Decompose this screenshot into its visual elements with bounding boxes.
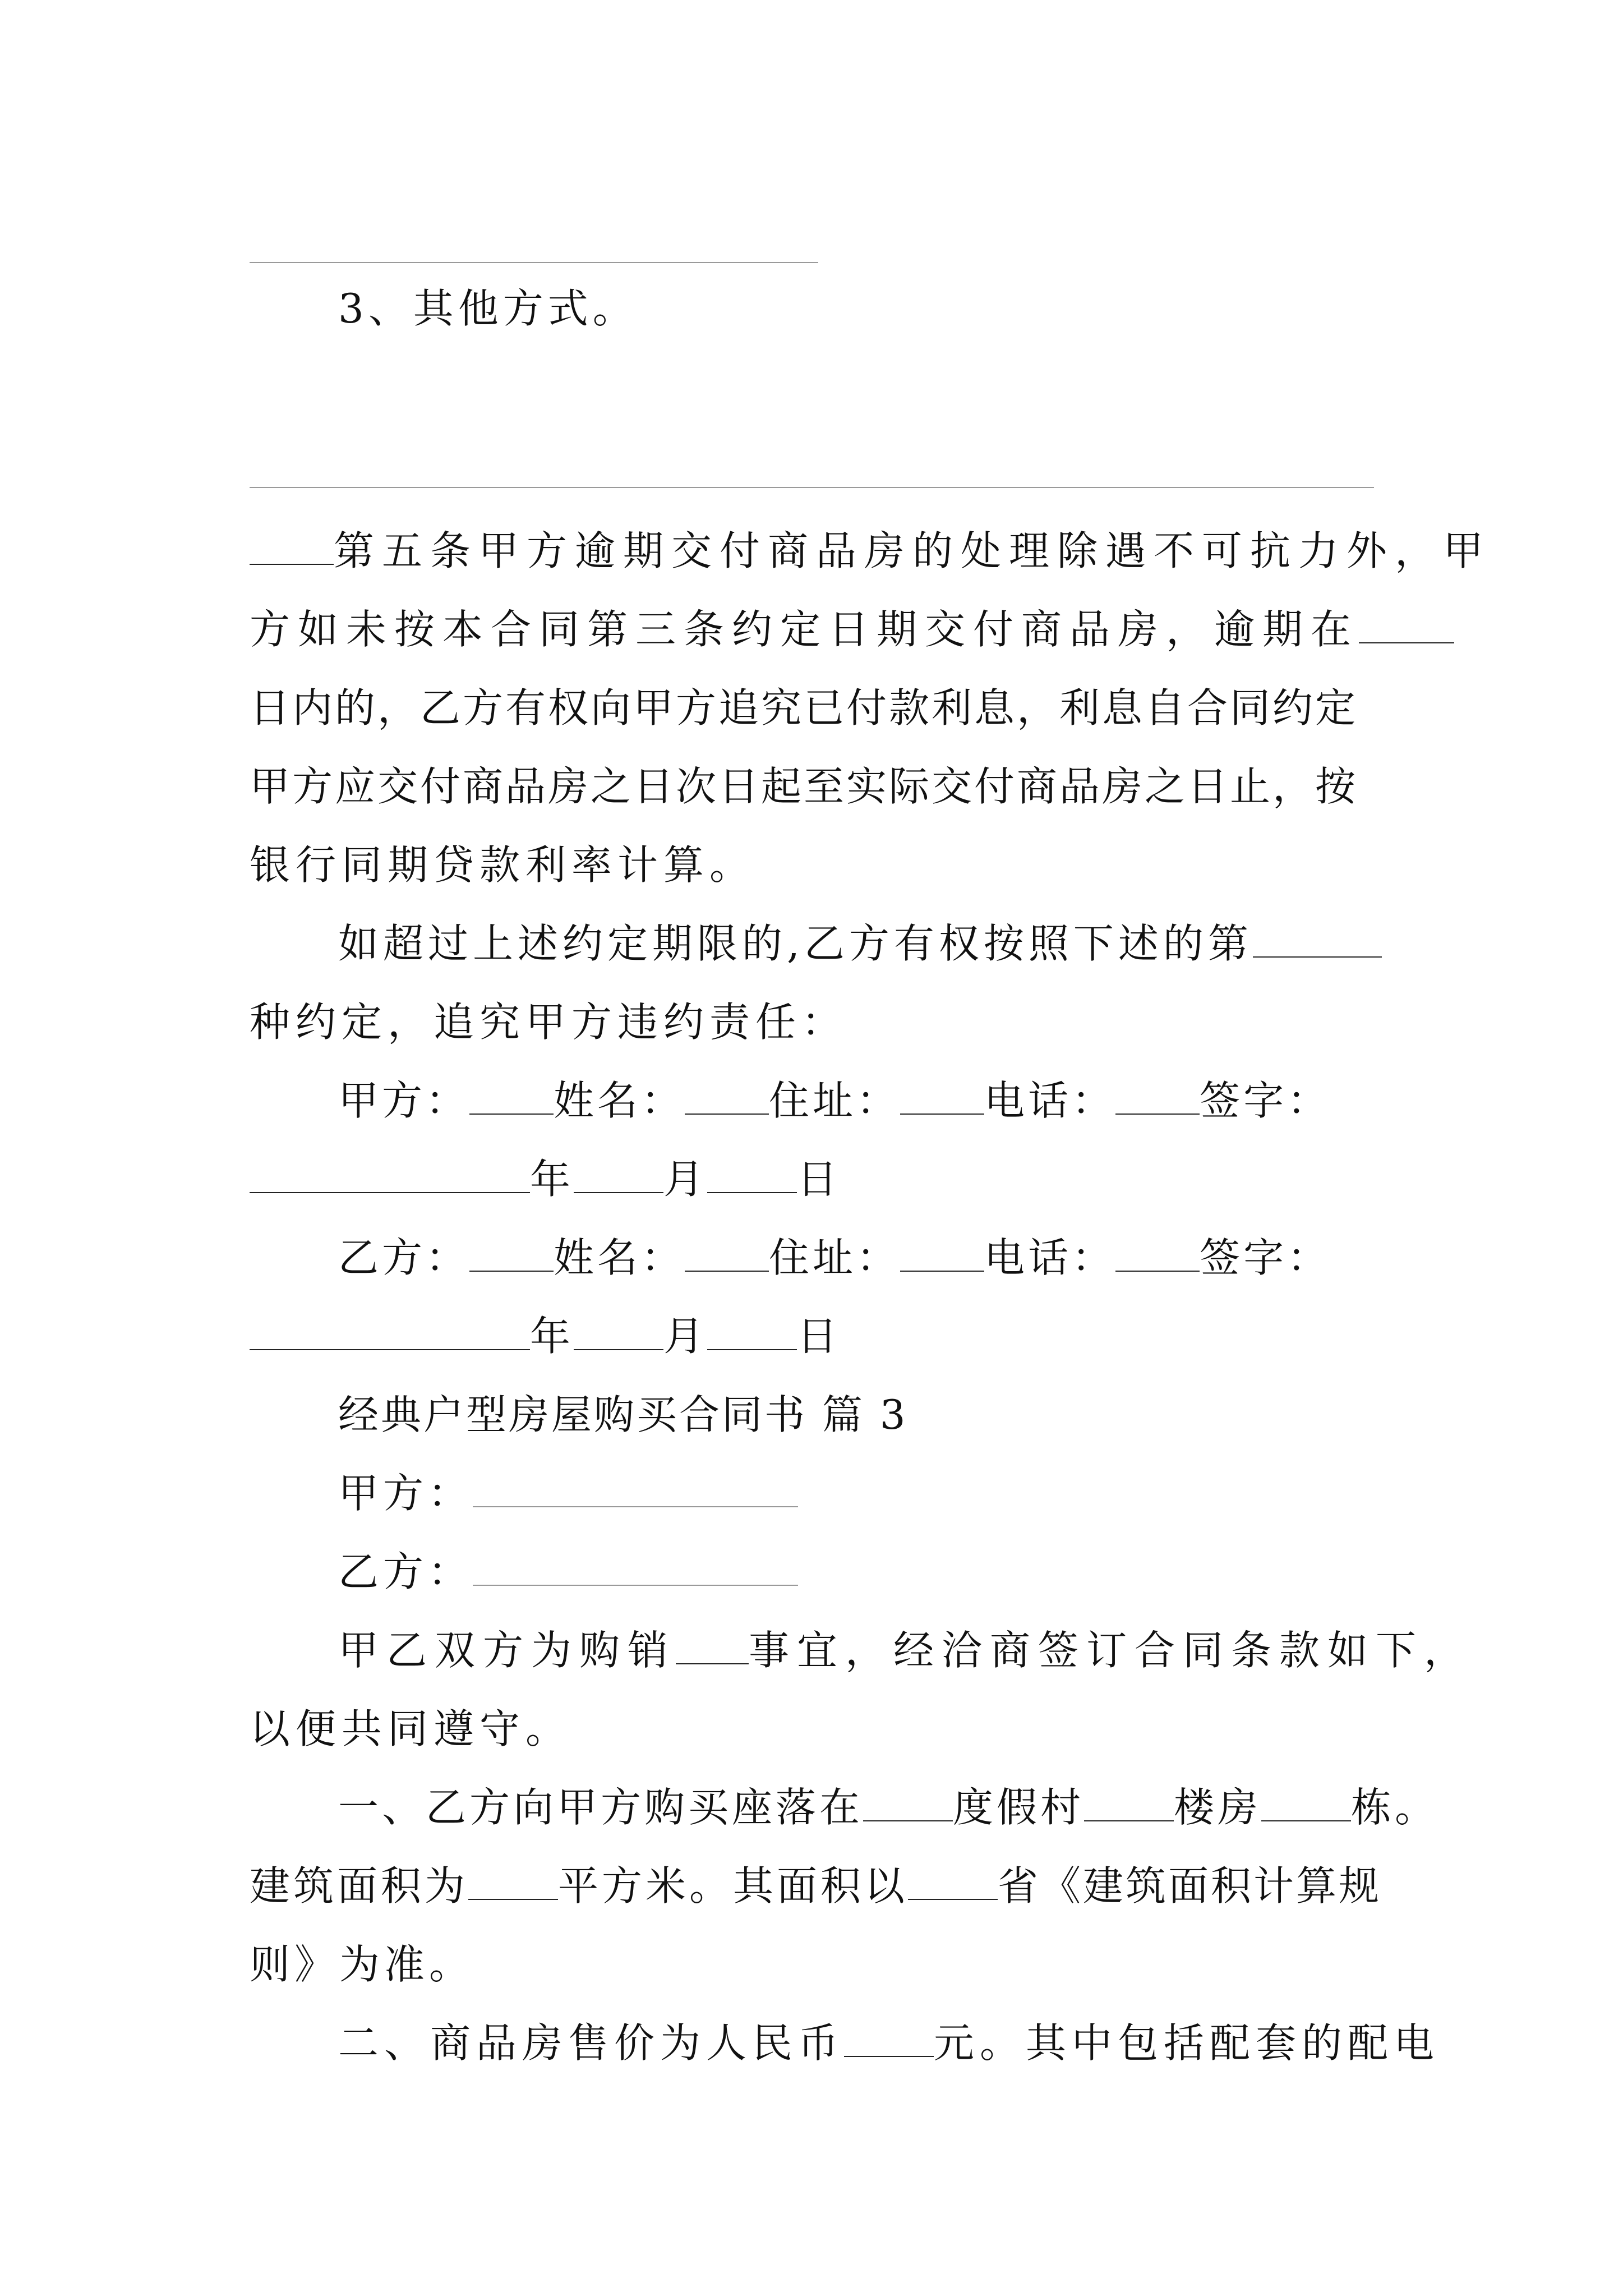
section-heading [250,1388,1389,1442]
party-b-date-row [250,1309,1389,1363]
heading-contract-part-3: 经典户型房屋购买合同书 篇 3 [338,1391,908,1438]
article-1-text: 省《建筑面积计算规 [998,1862,1382,1910]
fill-blank-party-b[interactable] [473,1545,798,1586]
fill-blank[interactable] [1261,1781,1351,1821]
paragraph-line [250,524,1492,578]
article-1-text: 楼房 [1174,1784,1262,1831]
clause-5-text: 方如未按本合同第三条约定日期交付商品房，逾期在 [250,606,1359,653]
label-day: 日 [797,1156,841,1203]
label-name: 姓名： [554,1077,685,1124]
intro-text: 事宜，经洽商签订合同条款如下， [749,1627,1473,1674]
fill-blank[interactable] [900,1074,984,1115]
fill-blank-day[interactable] [707,1310,797,1350]
article-1-text: 则》为准。 [250,1941,474,1988]
paragraph-line [250,1623,1473,1677]
fill-blank[interactable] [250,524,334,565]
paragraph-line [250,681,1389,735]
label-name: 姓名： [554,1234,685,1281]
paragraph-line [250,1938,1389,1991]
party-b-signature-row [250,1231,1389,1285]
article-1-text: 一、乙方向甲方购买座落在 [338,1784,864,1831]
intro-text: 以便共同遵守。 [250,1705,572,1752]
breach-text: 种约定，追究甲方违约责任： [250,999,848,1046]
breach-text: 如超过上述约定期限的,乙方有权按照下述的第 [338,920,1253,967]
label-party-a: 甲方： [338,1077,470,1124]
paragraph-line [250,602,1389,656]
label-address: 住址： [769,1077,901,1124]
fill-blank[interactable] [1115,1074,1200,1115]
label-day: 日 [797,1313,841,1360]
article-1-text: 度假村 [953,1784,1085,1831]
label-phone: 电话： [984,1077,1116,1124]
label-year: 年 [530,1313,574,1360]
fill-blank[interactable] [908,1860,998,1900]
clause-5-text: 第五条甲方逾期交付商品房的处理除遇不可抗力外，甲 [334,527,1492,574]
label-month: 月 [663,1156,708,1203]
label-party-b: 乙方： [338,1234,470,1281]
paragraph-line [250,282,1389,335]
paragraph-line [250,917,1389,970]
clause-5-text: 甲方应交付商品房之日次日起至实际交付商品房之日止，按 [250,763,1358,810]
fill-blank[interactable] [469,1074,554,1115]
fill-blank[interactable] [1253,917,1382,958]
article-2-text: 元。其中包括配套的配电 [934,2019,1440,2067]
intro-text: 甲乙双方为购销 [338,1627,676,1674]
label-phone: 电话： [984,1234,1116,1281]
label-party-a: 甲方： [338,1470,473,1517]
clause-5-text: 银行同期贷款利率计算。 [250,841,756,889]
fill-blank-month[interactable] [574,1310,663,1350]
party-a-signature-row [250,1074,1389,1128]
fill-blank[interactable] [844,2017,934,2057]
fill-blank[interactable] [468,1860,558,1900]
party-b-line [250,1545,1389,1599]
paragraph-line [250,995,1389,1049]
paragraph-line [250,838,1389,892]
text-other-methods: 3、其他方式。 [338,285,638,332]
label-signature: 签字： [1200,1077,1331,1124]
paragraph-line [250,1702,1389,1756]
label-signature: 签字： [1200,1234,1331,1281]
paragraph-line [250,2016,1440,2070]
paragraph-line [250,760,1389,813]
fill-blank[interactable] [1115,1231,1200,1272]
party-a-line [250,1466,1389,1520]
separator-line-middle [250,487,1374,488]
party-a-date-row [250,1152,1389,1206]
separator-line-top [250,262,818,263]
label-year: 年 [530,1156,574,1203]
fill-blank[interactable] [685,1074,769,1115]
article-1-text: 平方米。其面积以 [558,1862,909,1910]
fill-blank[interactable] [900,1231,984,1272]
paragraph-line [250,1780,1439,1834]
fill-blank-day[interactable] [707,1153,797,1193]
article-1-text: 栋。 [1351,1784,1439,1831]
article-1-text: 建筑面积为 [250,1862,469,1910]
fill-blank[interactable] [685,1231,769,1272]
label-month: 月 [663,1313,708,1360]
clause-5-text: 日内的，乙方有权向甲方追究已付款利息，利息自合同约定 [250,684,1358,731]
fill-blank-year[interactable] [250,1153,530,1193]
fill-blank-party-a[interactable] [473,1467,798,1507]
paragraph-line [250,1859,1389,1913]
fill-blank[interactable] [676,1624,749,1664]
fill-blank[interactable] [469,1231,554,1272]
article-2-text: 二、商品房售价为人民币 [338,2019,845,2067]
fill-blank-month[interactable] [574,1153,663,1193]
label-party-b: 乙方： [338,1548,473,1595]
fill-blank[interactable] [1084,1781,1174,1821]
fill-blank[interactable] [1359,603,1454,643]
fill-blank-year[interactable] [250,1310,530,1350]
label-address: 住址： [769,1234,901,1281]
fill-blank[interactable] [863,1781,953,1821]
